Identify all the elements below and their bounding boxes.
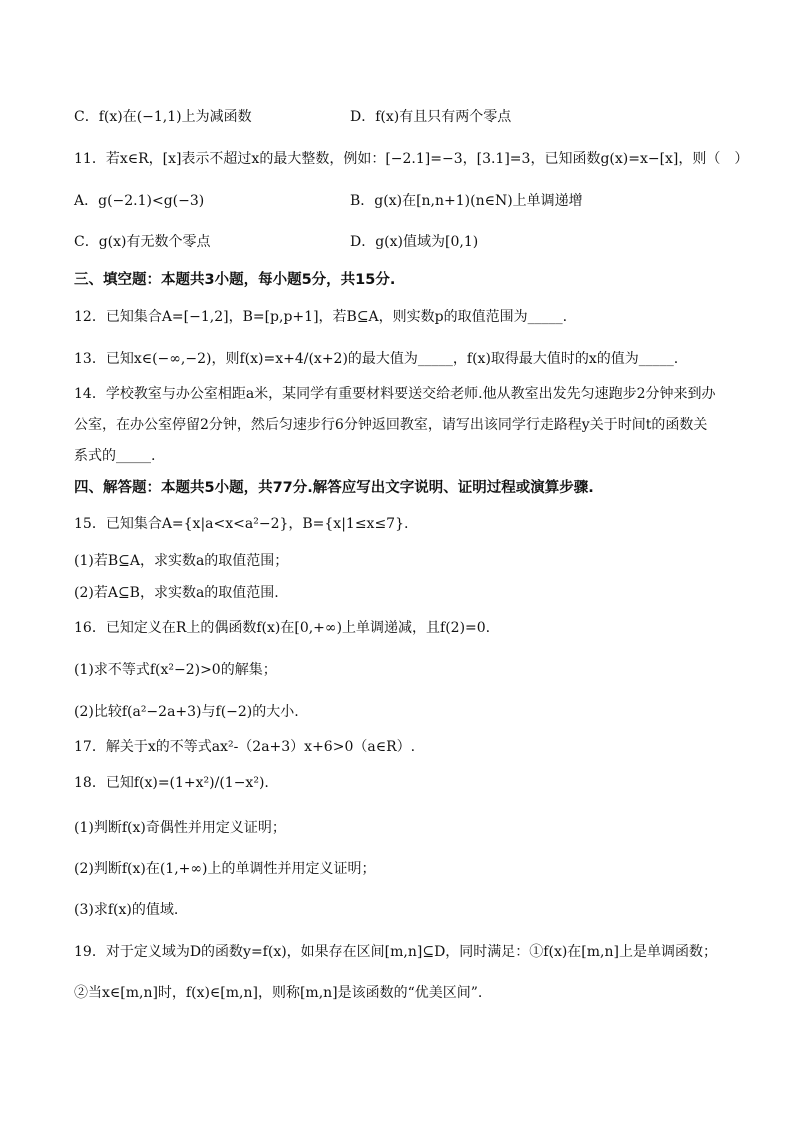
- q11-option-a: A．g(−2.1)<g(−3): [74, 193, 205, 209]
- q11-option-d: D．g(x)值域为[0,1): [350, 234, 479, 250]
- q15-part-1: (1)若B⊆A，求实数a的取值范围；: [74, 553, 289, 569]
- q18-part-3: (3)求f(x)的值域.: [74, 902, 179, 918]
- q11-option-b: B．g(x)在[n,n+1)(n∈N)上单调递增: [350, 193, 583, 209]
- q17-text: 17．解关于x的不等式ax²-（2a+3）x+6>0（a∈R）.: [74, 739, 416, 755]
- section-3-title: 三、填空题：本题共3小题，每小题5分，共15分.: [74, 272, 396, 288]
- q10-option-c: C．f(x)在(−1,1)上为减函数: [74, 109, 252, 125]
- q13-text: 13．已知x∈(−∞,−2)，则f(x)=x+4/(x+2)的最大值为_____，f(x)取得最大值时的x的值为_____.: [74, 351, 679, 367]
- q12-text: 12．已知集合A=[−1,2]，B=[p,p+1]，若B⊆A，则实数p的取值范围为_____.: [74, 309, 568, 325]
- q18-part-1: (1)判断f(x)奇偶性并用定义证明；: [74, 820, 286, 836]
- q18-part-2: (2)判断f(x)在(1,+∞)上的单调性并用定义证明；: [74, 861, 376, 877]
- q10-option-d: D．f(x)有且只有两个零点: [350, 109, 512, 125]
- q19-line-2: ②当x∈[m,n]时，f(x)∈[m,n]，则称[m,n]是该函数的“优美区间”.: [74, 985, 483, 1001]
- q16-part-1: (1)求不等式f(x²−2)>0的解集；: [74, 662, 277, 678]
- q19-line-1: 19．对于定义域为D的函数y=f(x)，如果存在区间[m,n]⊆D，同时满足：①f(x)在[m,n]上是单调函数；: [74, 944, 717, 960]
- section-4-title: 四、解答题：本题共5小题，共77分.解答应写出文字说明、证明过程或演算步骤.: [74, 480, 594, 496]
- q18-stem: 18．已知f(x)=(1+x²)/(1−x²).: [74, 775, 269, 791]
- q11-stem: 11．若x∈R，[x]表示不超过x的最大整数，例如：[−2.1]=−3，[3.1]=3，已知函数g(x)=x−[x]，则（ ）: [74, 151, 749, 167]
- q14-line-2: 公室，在办公室停留2分钟，然后匀速步行6分钟返回教室，请写出该同学行走路程y关于时间t的函数关: [74, 417, 708, 433]
- q14-line-3: 系式的_____.: [74, 448, 156, 464]
- q15-stem: 15．已知集合A={x|a<x<a²−2}，B={x|1≤x≤7}.: [74, 516, 409, 532]
- q15-part-2: (2)若A⊆B，求实数a的取值范围.: [74, 585, 279, 601]
- q16-stem: 16．已知定义在R上的偶函数f(x)在[0,+∞)上单调递减，且f(2)=0.: [74, 620, 491, 636]
- q11-option-c: C．g(x)有无数个零点: [74, 234, 211, 250]
- q16-part-2: (2)比较f(a²−2a+3)与f(−2)的大小.: [74, 704, 299, 720]
- q14-line-1: 14．学校教室与办公室相距a米，某同学有重要材料要送交给老师.他从教室出发先匀速跑步2分钟来到办: [74, 386, 716, 402]
